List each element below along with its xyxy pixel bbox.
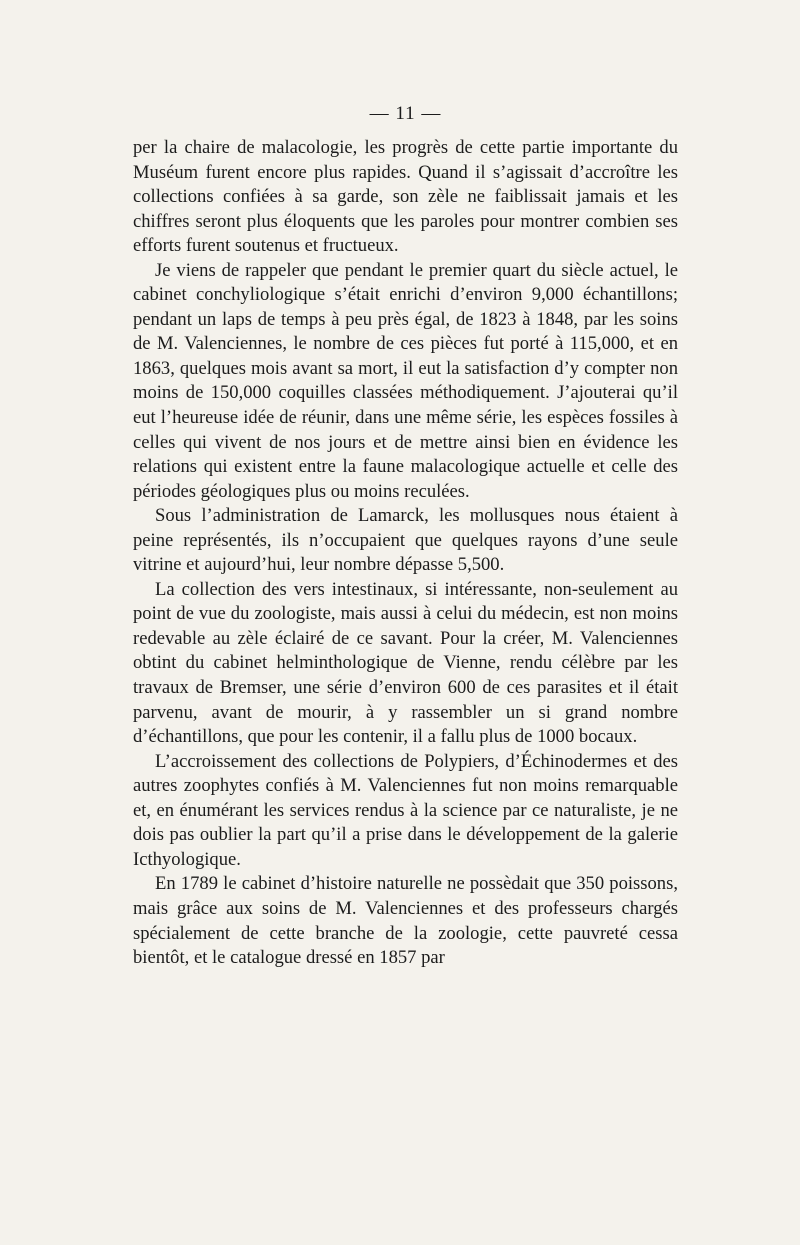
paragraph: per la chaire de malacologie, les progrès de cette partie importante du Muséum furent encore plus rapides. Quand il s’agissait d’accroître les collections confiées à sa garde, son zèle ne faiblissait jamais et les chiffres seront plus éloquents que les paroles pour montrer combien ses efforts furent soutenus et fructueux. [133, 137, 678, 257]
paragraph: L’accroissement des collections de Polypiers, d’Échinodermes et des autres zoophytes confiés à M. Valenciennes fut non moins remarquable et, en énumérant les services rendus à la science par ce naturaliste, je ne dois pas oublier la part qu’il a prise dans le développement de la galerie Icthyologique. [133, 750, 678, 870]
paragraph: Je viens de rappeler que pendant le premier quart du siècle actuel, le cabinet conchyliologique s’était enrichi d’environ 9,000 échantillons; pendant un laps de temps à peu près égal, de 1823 à 1848, par les soins de M. Valenciennes, le nombre de ces pièces fut porté à 115,000, et en 1863, quelques mois avant sa mort, il eut la satisfaction d’y compter non moins de 150,000 coquilles classées méthodiquement. J’ajouterai qu’il eut l’heureuse idée de réunir, dans une même série, les espèces fossiles à celles qui vivent de nos jours et de mettre ainsi bien en évidence les relations qui existent entre la faune malacologique actuelle et celle des périodes géologiques plus ou moins reculées. [133, 259, 678, 502]
page-number: — 11 — [369, 103, 442, 124]
paragraph: La collection des vers intestinaux, si intéressante, non-seulement au point de vue du zoologiste, mais aussi à celui du médecin, est non moins redevable au zèle éclairé de ce savant. Pour la créer, M. Valenciennes obtint du cabinet helminthologique de Vienne, rendu célèbre par les travaux de Bremser, une série d’environ 600 de ces parasites et il était parvenu, avant de mourir, à y rassembler un si grand nombre d’échantillons, que pour les contenir, il a fallu plus de 1000 bocaux. [133, 578, 678, 748]
body-text [133, 136, 678, 971]
paragraph: Sous l’administration de Lamarck, les mollusques nous étaient à peine représentés, ils n’occupaient que quelques rayons d’une seule vitrine et aujourd’hui, leur nombre dépasse 5,500. [133, 505, 678, 576]
book-page [133, 100, 678, 971]
paragraph: En 1789 le cabinet d’histoire naturelle ne possèdait que 350 poissons, mais grâce aux soins de M. Valenciennes et des professeurs chargés spécialement de cette branche de la zoologie, cette pauvreté cessa bientôt, et le catalogue dressé en 1857 par [133, 873, 678, 969]
